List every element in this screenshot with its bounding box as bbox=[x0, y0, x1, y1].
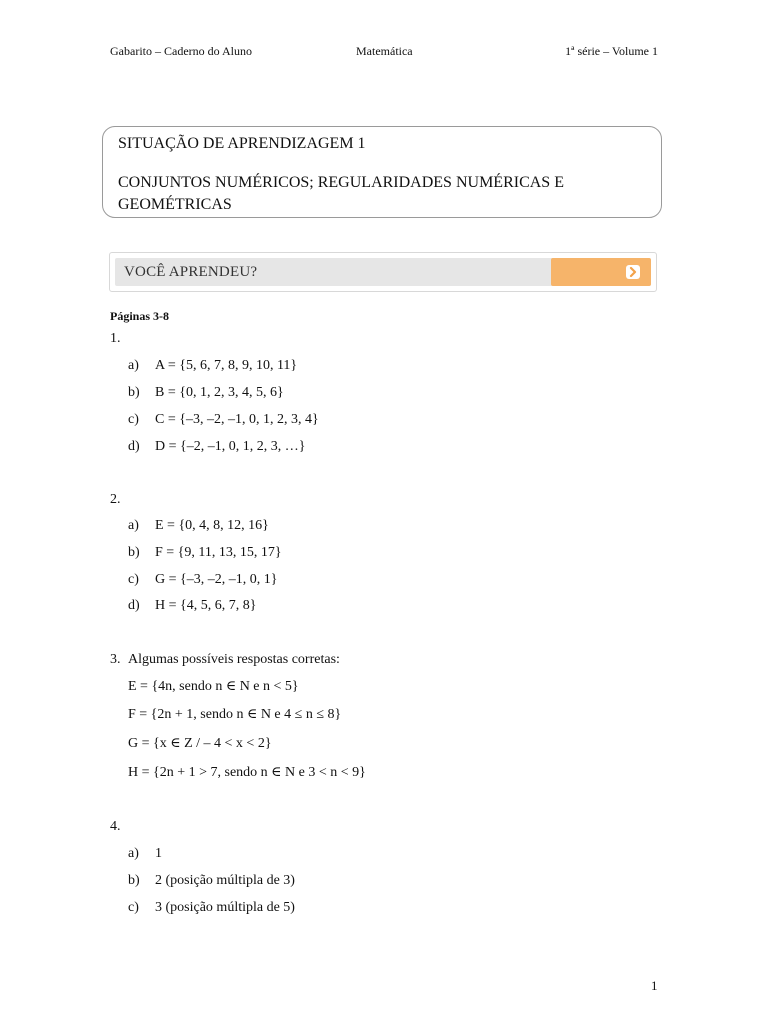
q3-answer-line: F = {2n + 1, sendo n ∈ N e 4 ≤ n ≤ 8} bbox=[128, 707, 342, 722]
header-center: Matemática bbox=[356, 44, 413, 58]
situation-subtitle: CONJUNTOS NUMÉRICOS; REGULARIDADES NUMÉRICAS E GEOMÉTRICAS bbox=[118, 174, 564, 213]
q2-item-b-text: F = {9, 11, 13, 15, 17} bbox=[155, 545, 282, 560]
q2-item-a-label: a) bbox=[128, 518, 139, 533]
q1-item-c-label: c) bbox=[128, 412, 139, 427]
q3-intro: Algumas possíveis respostas corretas: bbox=[128, 652, 340, 667]
question-1-number: 1. bbox=[110, 331, 121, 346]
header-right: 1ª série – Volume 1 bbox=[565, 44, 658, 58]
q1-item-d-text: D = {–2, –1, 0, 1, 2, 3, …} bbox=[155, 439, 306, 454]
q4-item-c-text: 3 (posição múltipla de 5) bbox=[155, 900, 295, 915]
banner-label: VOCÊ APRENDEU? bbox=[124, 264, 258, 280]
voce-aprendeu-banner[interactable] bbox=[109, 252, 657, 292]
q3-answer-line: H = {2n + 1 > 7, sendo n ∈ N e 3 < n < 9} bbox=[128, 765, 366, 780]
q1-item-b-text: B = {0, 1, 2, 3, 4, 5, 6} bbox=[155, 385, 284, 400]
page-number: 1 bbox=[651, 978, 658, 993]
q4-item-b-text: 2 (posição múltipla de 3) bbox=[155, 873, 295, 888]
page-header bbox=[110, 44, 658, 60]
banner-arrow-button[interactable] bbox=[551, 258, 651, 286]
question-2-number: 2. bbox=[110, 492, 121, 507]
q2-item-d-label: d) bbox=[128, 598, 140, 613]
q2-item-c-text: G = {–3, –2, –1, 0, 1} bbox=[155, 572, 278, 587]
banner-bar bbox=[115, 258, 651, 286]
q1-item-c-text: C = {–3, –2, –1, 0, 1, 2, 3, 4} bbox=[155, 412, 319, 427]
q1-item-b-label: b) bbox=[128, 385, 140, 400]
situation-title: SITUAÇÃO DE APRENDIZAGEM 1 bbox=[118, 135, 366, 152]
q4-item-a-text: 1 bbox=[155, 846, 162, 861]
q3-answer-line: G = {x ∈ Z / – 4 < x < 2} bbox=[128, 736, 272, 751]
q1-item-d-label: d) bbox=[128, 439, 140, 454]
title-box bbox=[102, 126, 662, 218]
q1-item-a-label: a) bbox=[128, 358, 139, 373]
q2-item-a-text: E = {0, 4, 8, 12, 16} bbox=[155, 518, 269, 533]
pages-label: Páginas 3-8 bbox=[110, 309, 170, 323]
q2-item-d-text: H = {4, 5, 6, 7, 8} bbox=[155, 598, 257, 613]
q2-item-c-label: c) bbox=[128, 572, 139, 587]
q4-item-a-label: a) bbox=[128, 846, 139, 861]
q4-item-b-label: b) bbox=[128, 873, 140, 888]
q1-item-a-text: A = {5, 6, 7, 8, 9, 10, 11} bbox=[155, 358, 298, 373]
question-3-number: 3. bbox=[110, 652, 121, 667]
q4-item-c-label: c) bbox=[128, 900, 139, 915]
header-left: Gabarito – Caderno do Aluno bbox=[110, 44, 252, 58]
q2-item-b-label: b) bbox=[128, 545, 140, 560]
q3-answer-line: E = {4n, sendo n ∈ N e n < 5} bbox=[128, 679, 299, 694]
question-4-number: 4. bbox=[110, 819, 121, 834]
chevron-right-icon bbox=[626, 265, 640, 279]
